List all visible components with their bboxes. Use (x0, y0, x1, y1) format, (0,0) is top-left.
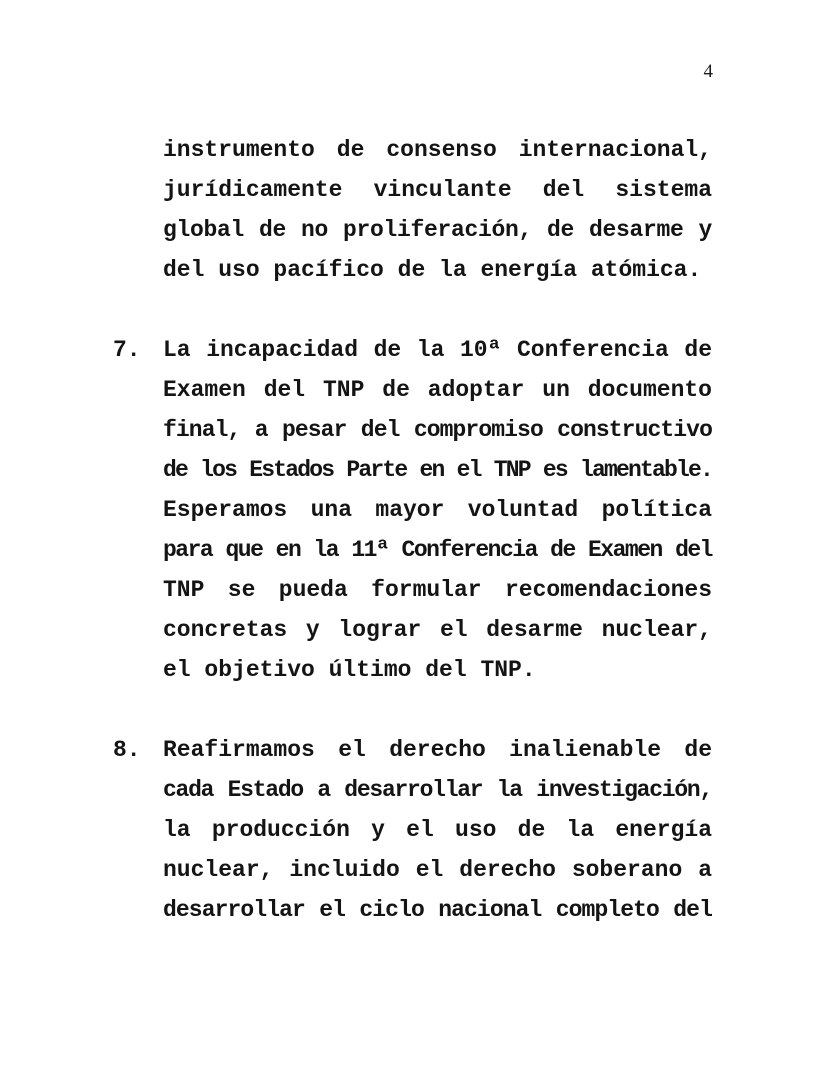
text-line: para que en la 11ª Conferencia de Examen del (163, 537, 712, 563)
text-line: concretas y lograr el desarme nuclear, (163, 617, 712, 643)
text-line: La incapacidad de la 10ª Conferencia de (163, 337, 712, 363)
text-line: jurídicamente vinculante del sistema (163, 177, 712, 203)
text-line: nuclear, incluido el derecho soberano a (163, 857, 712, 883)
paragraph-lines (163, 130, 712, 290)
paragraph-8 (113, 730, 712, 930)
document-body (113, 130, 712, 930)
paragraph-marker: 8. (113, 737, 141, 763)
text-line: desarrollar el ciclo nacional completo del (163, 897, 712, 923)
text-line: de los Estados Parte en el TNP es lamentable. (163, 457, 712, 483)
paragraph-lines (163, 730, 712, 930)
text-line: final, a pesar del compromiso constructivo (163, 417, 712, 443)
paragraph-continuation (113, 130, 712, 290)
paragraph-marker: 7. (113, 337, 141, 363)
text-line: Esperamos una mayor voluntad política (163, 497, 712, 523)
text-line: instrumento de consenso internacional, (163, 137, 712, 163)
text-line: global de no proliferación, de desarme y (163, 217, 712, 243)
text-line: Reafirmamos el derecho inalienable de (163, 737, 712, 763)
paragraph-7 (113, 330, 712, 690)
page-number: 4 (703, 61, 713, 82)
text-line: la producción y el uso de la energía (163, 817, 712, 843)
text-line: cada Estado a desarrollar la investigación, (163, 777, 712, 803)
paragraph-lines (163, 330, 712, 690)
text-line: Examen del TNP de adoptar un documento (163, 377, 712, 403)
text-line: del uso pacífico de la energía atómica. (163, 257, 702, 283)
text-line: TNP se pueda formular recomendaciones (163, 577, 712, 603)
text-line: el objetivo último del TNP. (163, 657, 536, 683)
